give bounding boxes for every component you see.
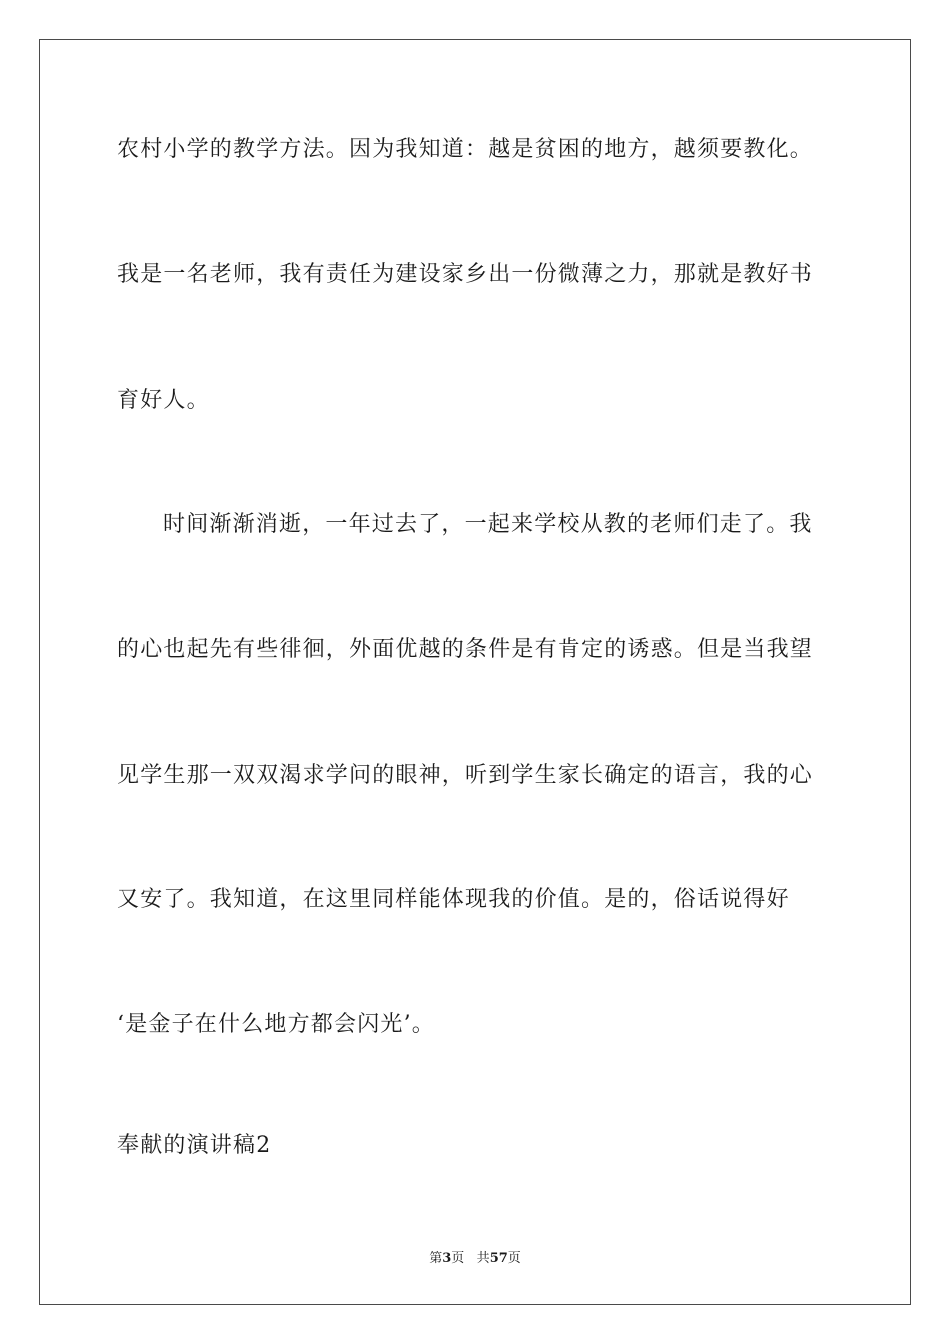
page-label-suffix: 页 xyxy=(451,1251,465,1266)
body-text-line: ‘是金子在什么地方都会闪光’。 xyxy=(117,1012,435,1037)
page-label-prefix: 第 xyxy=(429,1251,443,1266)
current-page-number: 3 xyxy=(442,1251,452,1266)
body-text-line: 育好人。 xyxy=(117,388,210,413)
page-footer xyxy=(0,1247,950,1266)
body-text-line: 见学生那一双双渴求学问的眼神，听到学生家长确定的语言，我的心 xyxy=(117,763,814,788)
body-text-line: 农村小学的教学方法。因为我知道：越是贫困的地方，越须要教化。 xyxy=(117,137,814,162)
total-label-suffix: 页 xyxy=(507,1251,521,1266)
page-frame xyxy=(39,39,911,1305)
total-label-prefix: 共 xyxy=(476,1251,490,1266)
body-text-line: 我是一名老师，我有责任为建设家乡出一份微薄之力，那就是教好书 xyxy=(117,262,814,287)
paragraph-first-line: 时间渐渐消逝，一年过去了，一起来学校从教的老师们走了。我 xyxy=(163,512,813,537)
body-text-line: 的心也起先有些徘徊，外面优越的条件是有肯定的诱惑。但是当我望 xyxy=(117,637,814,662)
body-text-line: 又安了。我知道，在这里同样能体现我的价值。是的，俗话说得好 xyxy=(117,887,790,912)
section-heading: 奉献的演讲稿2 xyxy=(117,1133,272,1158)
total-page-count: 57 xyxy=(489,1251,508,1266)
